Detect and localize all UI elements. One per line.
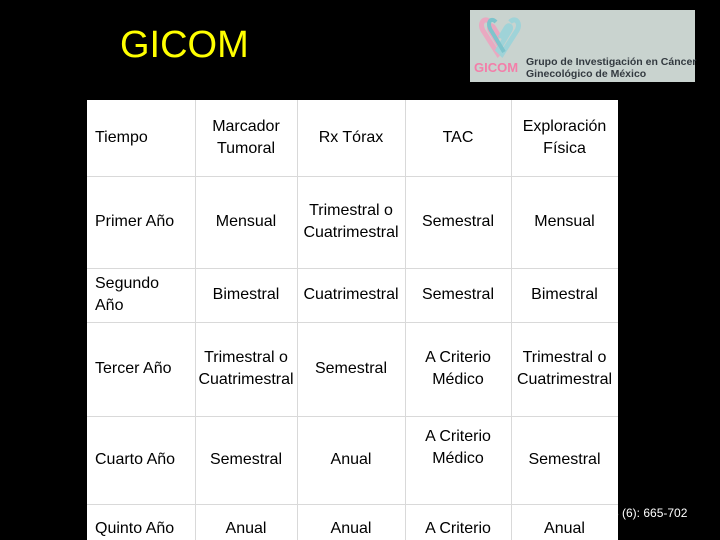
follow-up-table [87, 100, 618, 540]
table-cell: Bimestral [212, 286, 280, 303]
column-divider [297, 100, 298, 540]
column-divider [195, 100, 196, 540]
table-cell: A Criterio Médico [425, 349, 491, 388]
table-cell: Trimestral o Cuatrimestral [303, 202, 399, 241]
table-cell: Anual [330, 451, 372, 468]
table-cell: A Criterio [425, 520, 491, 537]
table-cell: Bimestral [531, 286, 598, 303]
row-divider [87, 322, 618, 323]
table-cell: Cuarto Año [95, 451, 176, 468]
logo-text-line1: Grupo de Investigación en Cáncer [526, 56, 697, 68]
table-cell: Mensual [215, 213, 277, 230]
row-divider [87, 416, 618, 417]
header-cell: TAC [442, 129, 474, 146]
table-cell: Anual [225, 520, 267, 537]
slide-title: GICOM [120, 24, 249, 66]
column-divider [511, 100, 512, 540]
table-cell: Segundo Año [95, 275, 160, 314]
table-cell: Trimestral o Cuatrimestral [516, 349, 613, 388]
table-cell: Mensual [534, 213, 595, 230]
header-cell: Rx Tórax [318, 129, 384, 146]
table-cell: Semestral [528, 451, 601, 468]
header-cell: Tiempo [95, 129, 148, 146]
table-cell: A Criterio Médico [425, 428, 491, 467]
row-divider [87, 268, 618, 269]
logo-text-line2: Ginecológico de México [526, 68, 647, 80]
row-divider [87, 504, 618, 505]
citation-text: 3 (6): 665-702 [612, 506, 688, 520]
table-cell: Semestral [421, 213, 495, 230]
logo-mark: GICOM [474, 60, 519, 75]
table-cell: Tercer Año [95, 360, 172, 377]
table-cell: Trimestral o Cuatrimestral [198, 349, 294, 388]
table-cell: Quinto Año [95, 520, 175, 537]
table-cell: Anual [544, 520, 585, 537]
column-divider [405, 100, 406, 540]
table-cell: Semestral [209, 451, 283, 468]
header-cell: Marcador Tumoral [212, 118, 280, 157]
gicom-logo [470, 10, 695, 82]
header-cell: Exploración Física [522, 118, 607, 157]
table-cell: Anual [330, 520, 372, 537]
table-cell: Semestral [314, 360, 388, 377]
table-cell: Semestral [421, 286, 495, 303]
row-divider [87, 176, 618, 177]
table-cell: Cuatrimestral [303, 286, 399, 303]
table-cell: Primer Año [95, 213, 175, 230]
